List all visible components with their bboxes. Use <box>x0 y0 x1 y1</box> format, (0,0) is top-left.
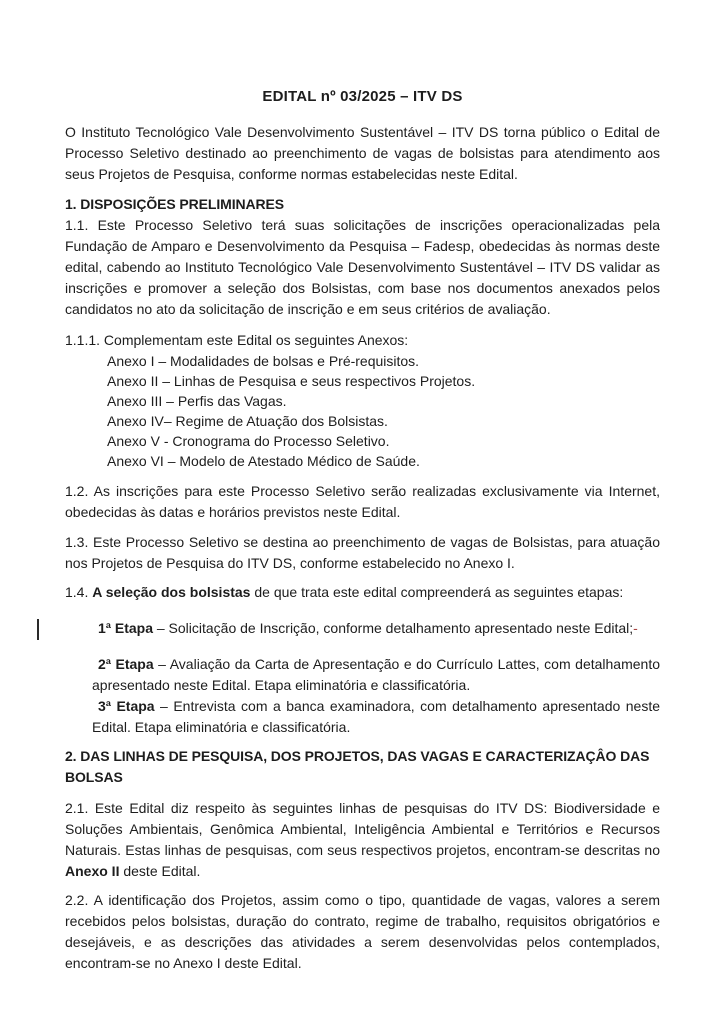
section-2-heading: 2. DAS LINHAS DE PESQUISA, DOS PROJETOS, DAS VAGAS E CARACTERIZAÇÂO DAS BOLSAS <box>65 748 650 785</box>
anexo-list <box>107 351 660 471</box>
clause-1-1-1: 1.1.1. Complementam este Edital os seguintes Anexos: <box>65 332 409 348</box>
anexo-item: Anexo IV– Regime de Atuação dos Bolsistas. <box>107 413 388 429</box>
etapa-3 <box>92 696 660 738</box>
etapa-2-label: 2ª Etapa <box>98 656 154 672</box>
clause-1-4-number: 1.4. <box>65 584 93 600</box>
anexo-item: Anexo II – Linhas de Pesquisa e seus respectivos Projetos. <box>107 373 476 389</box>
clause-2-1-bold-anexo: Anexo II <box>65 863 120 879</box>
etapa-3-label: 3ª Etapa <box>98 698 155 714</box>
anexo-item: Anexo III – Perfis das Vagas. <box>107 393 287 409</box>
clause-1-4-rest: de que trata este edital compreenderá as seguintes etapas: <box>250 584 624 600</box>
clause-2-1-rest: deste Edital. <box>119 863 201 879</box>
intro-paragraph: O Instituto Tecnológico Vale Desenvolvimento Sustentável – ITV DS torna público o Edital de Processo Seletivo destinado ao preenchimento de vagas de bolsistas para atendimento aos seus Projetos de Pesquisa, conforme normas estabelecidas neste Edital. <box>65 124 660 182</box>
clause-2-1 <box>65 798 660 882</box>
etapa-2-text: – Avaliação da Carta de Apresentação e do Currículo Lattes, com detalhamento apresentado neste Edital. Etapa eliminatória e classificatória. <box>92 656 661 693</box>
clause-1-4 <box>65 582 660 603</box>
etapa-1-text: – Solicitação de Inscrição, conforme detalhamento apresentado neste Edital; <box>152 620 634 636</box>
etapa-3-text: – Entrevista com a banca examinadora, com detalhamento apresentado neste Edital. Etapa eliminatória e classificatória. <box>92 698 661 735</box>
section-1-heading: 1. DISPOSIÇÕES PRELIMINARES <box>65 196 285 212</box>
etapa-1-label: 1ª Etapa <box>98 620 153 636</box>
revision-deletion-mark: - <box>633 620 638 636</box>
clause-1-3: 1.3. Este Processo Seletivo se destina ao preenchimento de vagas de Bolsistas, para atuação nos Projetos de Pesquisa do ITV DS, conforme estabelecido no Anexo I. <box>65 534 660 571</box>
anexo-item: Anexo I – Modalidades de bolsas e Pré-requisitos. <box>107 353 420 369</box>
clause-1-4-bold-phrase: A seleção dos bolsistas <box>92 584 251 600</box>
anexo-item: Anexo V - Cronograma do Processo Seletivo. <box>107 433 390 449</box>
anexo-item: Anexo VI – Modelo de Atestado Médico de Saúde. <box>107 453 420 469</box>
clause-1-2: 1.2. As inscrições para este Processo Seletivo serão realizadas exclusivamente via Internet, obedecidas às datas e horários previstos neste Edital. <box>65 483 660 520</box>
clause-2-1-text: 2.1. Este Edital diz respeito às seguintes linhas de pesquisas do ITV DS: Biodiversidade e Soluções Ambientais, Genômica Ambiental, Inteligência Ambiental e Territórios e Recursos Naturais. Estas linhas de pesquisas, com seus respectivos projetos, encontram-se descritas no <box>65 800 660 858</box>
revision-change-bar <box>37 619 39 640</box>
etapa-1 <box>92 618 660 639</box>
clause-2-2: 2.2. A identificação dos Projetos, assim como o tipo, quantidade de vagas, valores a serem recebidos pelos bolsistas, duração do contrato, regime de trabalho, requisitos obrigatórios e desejáveis, e as descrições das atividades a serem desenvolvidas pelos contemplados, encontram-se no Anexo I deste Edital. <box>65 892 660 971</box>
etapa-2 <box>92 654 660 696</box>
document-title: EDITAL nº 03/2025 – ITV DS <box>262 88 463 105</box>
clause-1-1: 1.1. Este Processo Seletivo terá suas solicitações de inscrições operacionalizadas pela Fundação de Amparo e Desenvolvimento da Pesquisa – Fadesp, obedecidas às normas deste edital, cabendo ao Instituto Tecnológico Vale Desenvolvimento Sustentável – ITV DS validar as inscrições e promover a seleção dos Bolsistas, com base nos documentos anexados pelos candidatos no ato da solicitação de inscrição e em seus critérios de avaliação. <box>65 217 660 317</box>
